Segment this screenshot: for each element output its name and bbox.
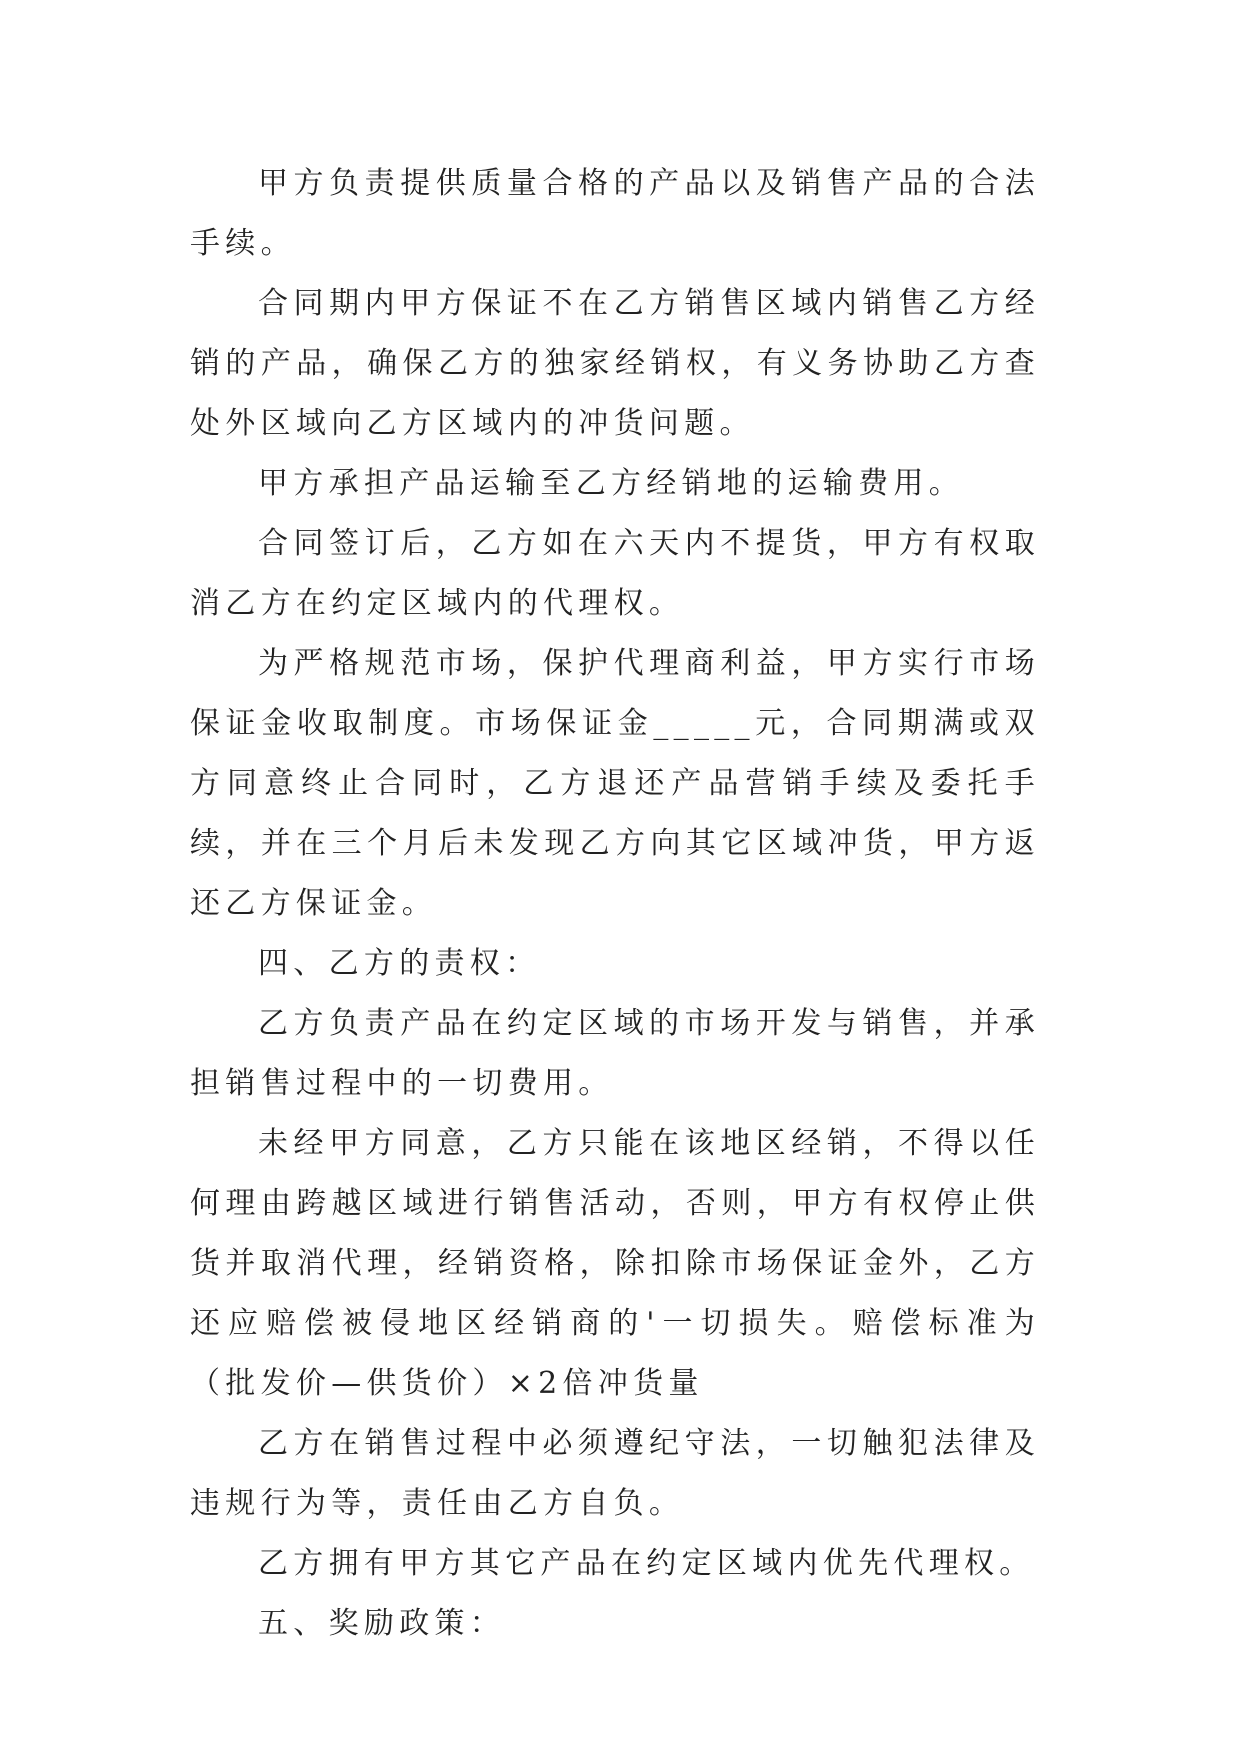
section-heading-rewards: 五、奖励政策： [258, 1606, 506, 1641]
paragraph-transport-cost: 甲方承担产品运输至乙方经销地的运输费用。 [258, 466, 964, 501]
paragraph-region-restriction: 未经甲方同意，乙方只能在该地区经销，不得以任何理由跨越区域进行销售活动，否则，甲方有权停止供货并取消代理，经销资格，除扣除市场保证金外，乙方还应赔偿被侵地区经销商的'一切损失。赔偿标准为（批发价—供货价）×2倍冲货量 [190, 1126, 1040, 1401]
section-heading-party-b: 四、乙方的责权： [258, 946, 541, 981]
paragraph-market-development: 乙方负责产品在约定区域的市场开发与销售，并承担销售过程中的一切费用。 [190, 1006, 1040, 1101]
paragraph-legal-compliance: 乙方在销售过程中必须遵纪守法，一切触犯法律及违规行为等，责任由乙方自负。 [190, 1426, 1040, 1521]
paragraph-party-a-quality: 甲方负责提供质量合格的产品以及销售产品的合法手续。 [190, 166, 1040, 261]
paragraph-priority-agency: 乙方拥有甲方其它产品在约定区域内优先代理权。 [258, 1546, 1035, 1581]
document-body [190, 154, 1040, 1654]
paragraph-deposit-system: 为严格规范市场，保护代理商利益，甲方实行市场保证金收取制度。市场保证金_____元，合同期满或双方同意终止合同时，乙方退还产品营销手续及委托手续，并在三个月后未发现乙方向其它区域冲货，甲方返还乙方保证金。 [190, 646, 1040, 921]
paragraph-pickup-deadline: 合同签订后，乙方如在六天内不提货，甲方有权取消乙方在约定区域内的代理权。 [190, 526, 1040, 621]
paragraph-exclusive-rights: 合同期内甲方保证不在乙方销售区域内销售乙方经销的产品，确保乙方的独家经销权，有义务协助乙方查处外区域向乙方区域内的冲货问题。 [190, 286, 1040, 441]
